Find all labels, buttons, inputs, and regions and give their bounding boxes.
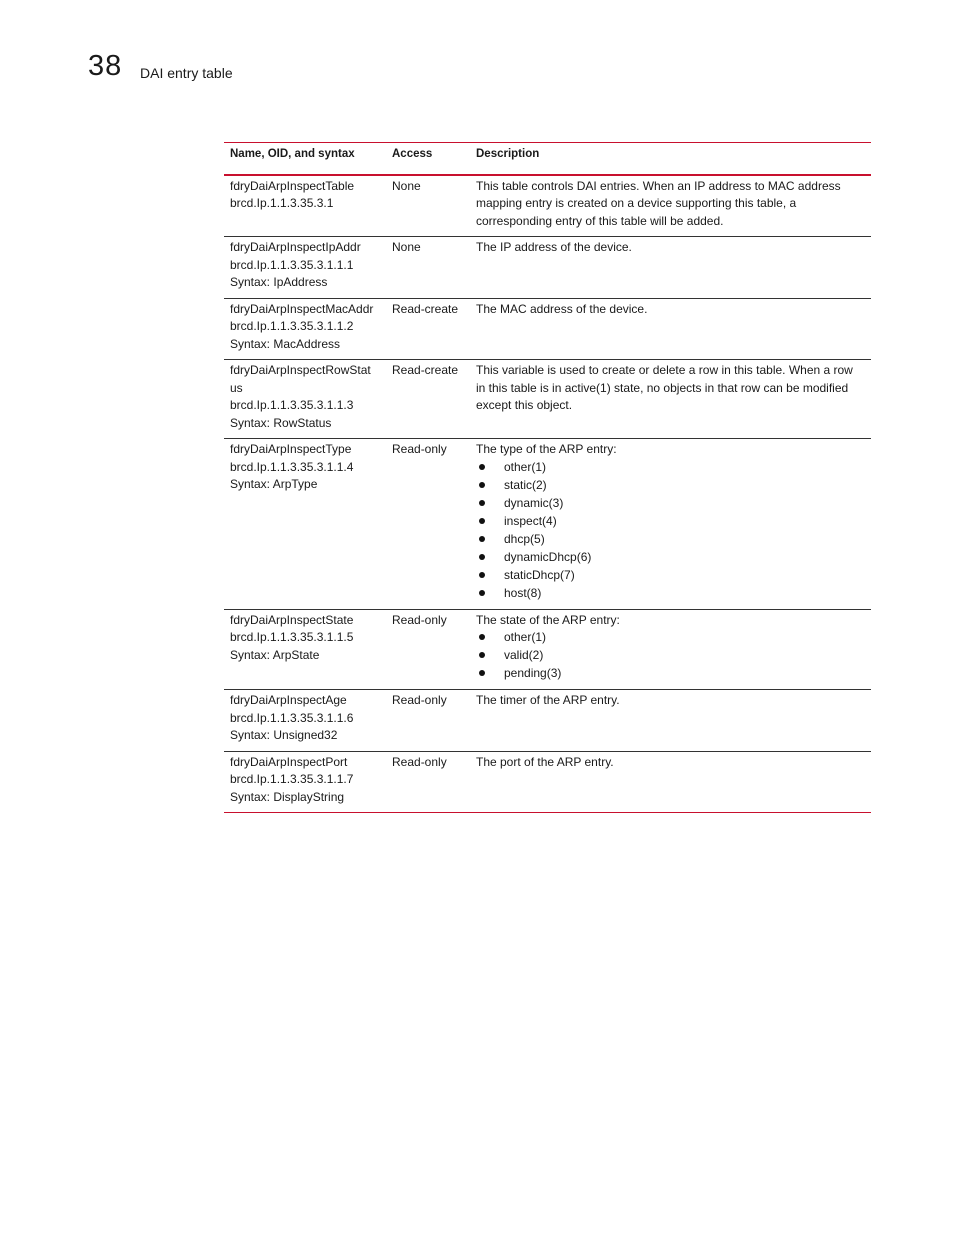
chapter-number: 38 xyxy=(88,50,123,82)
cell-access: Read-only xyxy=(386,439,470,610)
list-item xyxy=(476,629,865,647)
table-row xyxy=(224,690,871,752)
table-row xyxy=(224,175,871,237)
description-text: The state of the ARP entry: xyxy=(476,612,620,627)
name-oid-line: brcd.Ip.1.1.3.35.3.1.1.7 xyxy=(230,772,354,786)
bullet-icon xyxy=(479,554,485,560)
cell-name-oid-syntax xyxy=(224,751,386,813)
bullet-icon xyxy=(479,500,485,506)
option-label: valid(2) xyxy=(504,648,544,662)
name-oid-line: fdryDaiArpInspectType xyxy=(230,442,352,456)
name-oid-line: brcd.Ip.1.1.3.35.3.1.1.3 xyxy=(230,398,354,412)
cell-description xyxy=(470,690,871,752)
name-oid-line: Syntax: ArpState xyxy=(230,647,320,662)
bullet-icon xyxy=(479,652,485,658)
column-header-name: Name, OID, and syntax xyxy=(224,143,386,175)
option-label: host(8) xyxy=(504,585,542,600)
bullet-icon xyxy=(479,464,485,470)
name-oid-line: fdryDaiArpInspectState xyxy=(230,612,354,627)
cell-access: None xyxy=(386,175,470,237)
list-item xyxy=(476,647,865,665)
cell-description xyxy=(470,609,871,690)
table-row xyxy=(224,298,871,360)
cell-access: None xyxy=(386,237,470,299)
name-oid-line: Syntax: Unsigned32 xyxy=(230,728,338,742)
cell-access: Read-create xyxy=(386,360,470,439)
name-oid-line: brcd.Ip.1.1.3.35.3.1.1.6 xyxy=(230,710,354,725)
option-label: dynamic(3) xyxy=(504,495,564,510)
cell-description xyxy=(470,439,871,610)
mib-object-table xyxy=(224,142,871,813)
cell-description xyxy=(470,237,871,299)
cell-name-oid-syntax xyxy=(224,360,386,439)
name-oid-line: Syntax: ArpType xyxy=(230,477,318,491)
cell-access: Read-create xyxy=(386,298,470,360)
name-oid-line: fdryDaiArpInspectIpAddr xyxy=(230,240,361,254)
bullet-icon xyxy=(479,518,485,524)
name-oid-line: fdryDaiArpInspectRowStat xyxy=(230,363,371,377)
cell-description xyxy=(470,175,871,237)
list-item xyxy=(476,513,865,531)
name-oid-line: Syntax: IpAddress xyxy=(230,275,328,289)
bullet-icon xyxy=(479,670,485,676)
chapter-title: DAI entry table xyxy=(140,65,233,81)
table-row xyxy=(224,439,871,610)
option-label: static(2) xyxy=(504,477,547,492)
cell-access: Read-only xyxy=(386,609,470,690)
description-text: The port of the ARP entry. xyxy=(476,754,614,769)
name-oid-line: Syntax: RowStatus xyxy=(230,415,332,430)
name-oid-line: Syntax: DisplayString xyxy=(230,789,345,804)
name-oid-line: fdryDaiArpInspectTable xyxy=(230,178,355,193)
list-item xyxy=(476,549,865,567)
cell-name-oid-syntax xyxy=(224,609,386,690)
table-row xyxy=(224,360,871,439)
description-text: The timer of the ARP entry. xyxy=(476,693,620,707)
table-row xyxy=(224,237,871,299)
table-row xyxy=(224,609,871,690)
column-header-description: Description xyxy=(470,143,871,175)
bullet-icon xyxy=(479,536,485,542)
cell-name-oid-syntax xyxy=(224,237,386,299)
column-header-access: Access xyxy=(386,143,470,175)
option-list xyxy=(476,629,865,683)
description-text: The IP address of the device. xyxy=(476,240,632,254)
description-text: The MAC address of the device. xyxy=(476,301,648,316)
option-label: dhcp(5) xyxy=(504,531,545,546)
list-item xyxy=(476,665,865,683)
option-label: other(1) xyxy=(504,459,547,474)
description-text: The type of the ARP entry: xyxy=(476,442,617,456)
option-label: staticDhcp(7) xyxy=(504,567,575,582)
bullet-icon xyxy=(479,482,485,488)
table-row xyxy=(224,751,871,813)
cell-description xyxy=(470,751,871,813)
name-oid-line: fdryDaiArpInspectPort xyxy=(230,754,348,769)
name-oid-line: us xyxy=(230,380,243,395)
list-item xyxy=(476,531,865,549)
table-header-row xyxy=(224,143,871,175)
option-label: pending(3) xyxy=(504,666,562,680)
name-oid-line: fdryDaiArpInspectAge xyxy=(230,693,347,707)
cell-name-oid-syntax xyxy=(224,298,386,360)
option-label: inspect(4) xyxy=(504,513,557,528)
cell-name-oid-syntax xyxy=(224,439,386,610)
name-oid-line: brcd.Ip.1.1.3.35.3.1.1.1 xyxy=(230,257,354,272)
name-oid-line: brcd.Ip.1.1.3.35.3.1 xyxy=(230,196,334,210)
name-oid-line: brcd.Ip.1.1.3.35.3.1.1.2 xyxy=(230,319,354,333)
list-item xyxy=(476,477,865,495)
list-item xyxy=(476,495,865,513)
cell-access: Read-only xyxy=(386,751,470,813)
list-item xyxy=(476,585,865,603)
cell-name-oid-syntax xyxy=(224,690,386,752)
name-oid-line: brcd.Ip.1.1.3.35.3.1.1.4 xyxy=(230,459,354,474)
name-oid-line: fdryDaiArpInspectMacAddr xyxy=(230,301,374,316)
list-item xyxy=(476,567,865,585)
option-label: dynamicDhcp(6) xyxy=(504,549,592,564)
list-item xyxy=(476,459,865,477)
cell-name-oid-syntax xyxy=(224,175,386,237)
table-body xyxy=(224,175,871,813)
bullet-icon xyxy=(479,590,485,596)
bullet-icon xyxy=(479,634,485,640)
description-text: This table controls DAI entries. When an IP address to MAC address mapping entry is created on a device supporting this table, a corresponding entry of this table will be added. xyxy=(476,178,841,228)
cell-access: Read-only xyxy=(386,690,470,752)
bullet-icon xyxy=(479,572,485,578)
name-oid-line: Syntax: MacAddress xyxy=(230,336,341,351)
option-label: other(1) xyxy=(504,630,547,644)
cell-description xyxy=(470,298,871,360)
option-list xyxy=(476,459,865,603)
description-text: This variable is used to create or delete a row in this table. When a row in this table is in active(1) state, no objects in that row can be modified except this object. xyxy=(476,363,853,412)
cell-description xyxy=(470,360,871,439)
name-oid-line: brcd.Ip.1.1.3.35.3.1.1.5 xyxy=(230,630,354,644)
